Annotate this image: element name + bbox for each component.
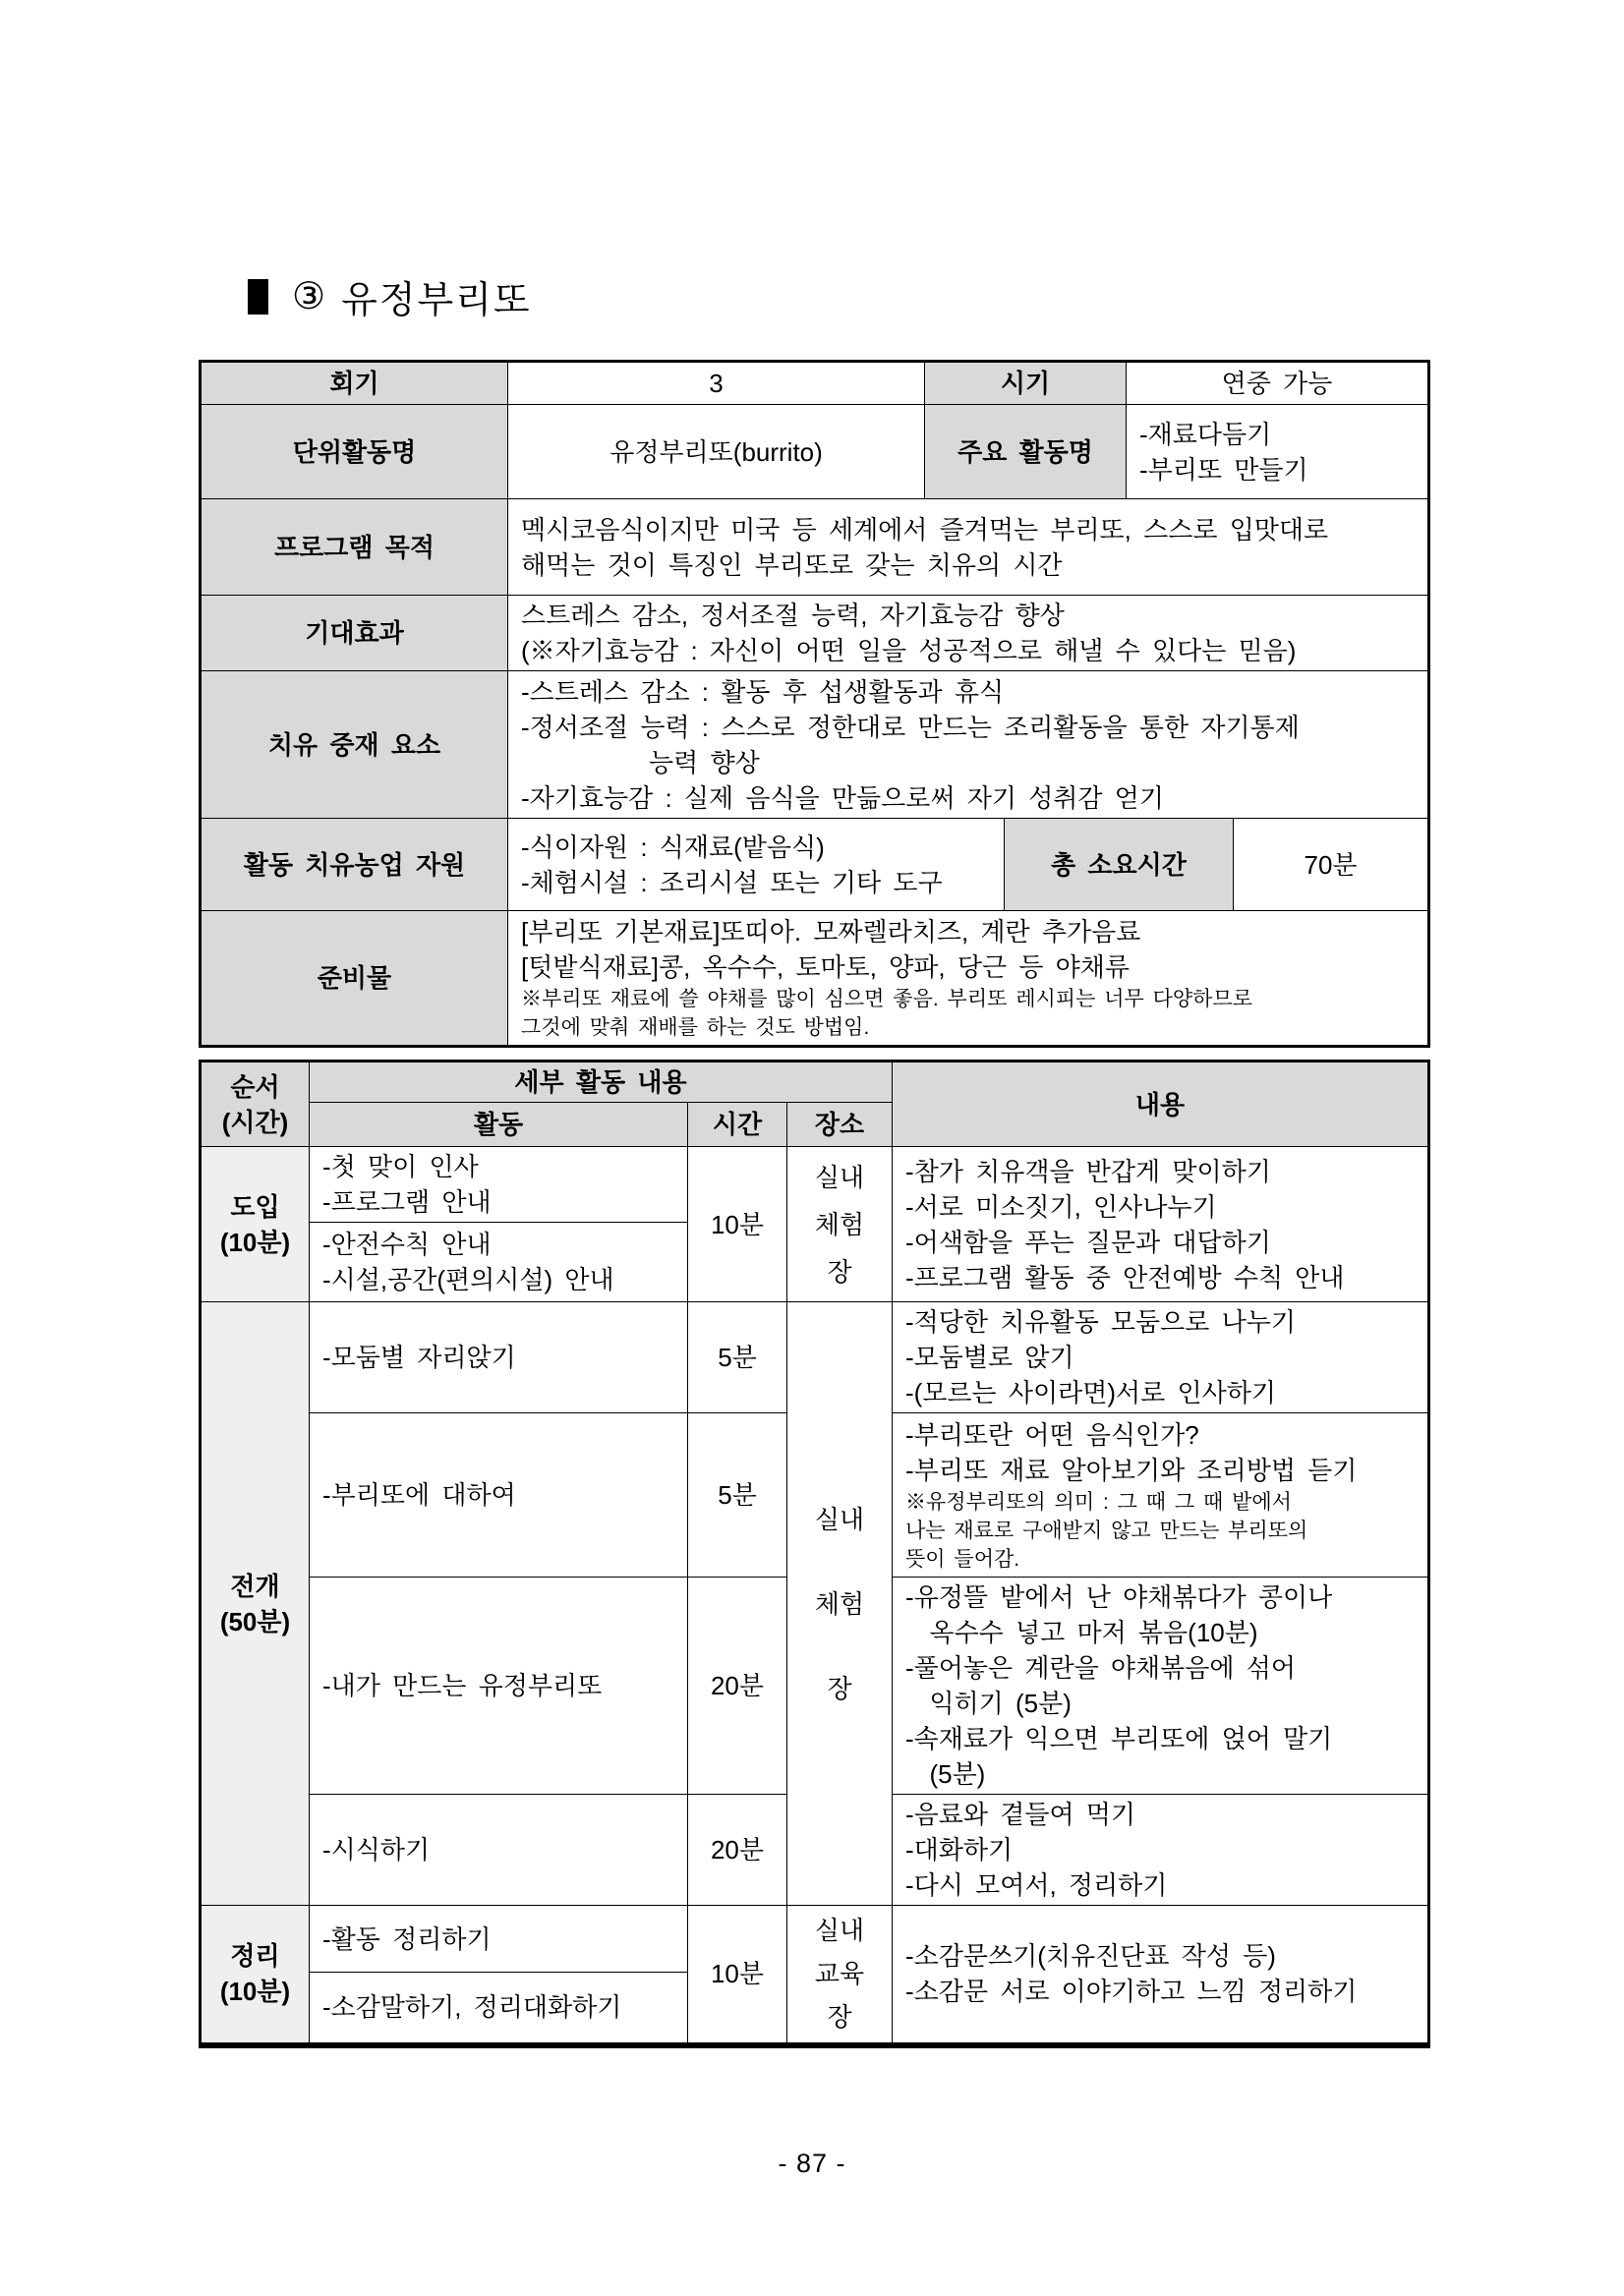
value-line: -식이자원 : 식재료(밭음식)	[521, 832, 825, 862]
duration-value-cell	[1234, 819, 1429, 911]
resource-label-cell	[201, 819, 508, 911]
content-line: -풀어놓은 계란을 야채볶음에 섞어	[905, 1653, 1296, 1683]
period-label-cell	[925, 362, 1127, 405]
duration-label-cell	[1005, 819, 1234, 911]
time-text: 5분	[718, 1480, 757, 1510]
develop-time-cell-2	[688, 1413, 787, 1578]
wrap-row-1	[201, 1906, 1429, 1973]
time-text: 10분	[710, 1959, 765, 1989]
materials-label-cell	[201, 911, 508, 1047]
header-place-cell	[787, 1103, 893, 1147]
row-resources	[201, 819, 1429, 911]
header-content-cell	[893, 1062, 1429, 1147]
activity-line: -안전수칙 안내	[322, 1230, 492, 1259]
intro-place-cell	[787, 1147, 893, 1302]
effect-label-cell	[201, 596, 508, 671]
stage-text: (50분)	[219, 1606, 291, 1636]
value-line: (※자기효능감 : 자신이 어떤 일을 성공적으로 해낼 수 있다는 믿음)	[521, 636, 1297, 665]
unit-label-cell	[201, 405, 508, 499]
develop-activity-cell-3	[310, 1578, 688, 1795]
activity-line: -프로그램 안내	[322, 1187, 492, 1217]
label-text: 치유 중재 요소	[267, 729, 441, 760]
note-line: 나는 재료로 구애받지 않고 만드는 부리또의	[905, 1519, 1308, 1542]
title-bullet-icon	[248, 279, 268, 315]
page-title	[248, 269, 532, 323]
develop-activity-cell-4	[310, 1795, 688, 1906]
content-line: -부리또란 어떤 음식인가?	[905, 1419, 1199, 1450]
content-line: -모둠별로 앉기	[905, 1343, 1074, 1372]
stage-text: 전개	[230, 1571, 280, 1601]
wrap-activity-cell-2	[310, 1973, 688, 2045]
value-line: -자기효능감 : 실제 음식을 만듦으로써 자기 성취감 얻기	[521, 782, 1164, 813]
time-text: 10분	[710, 1209, 765, 1239]
value-line: -재료다듬기	[1139, 419, 1272, 449]
time-text: 5분	[718, 1343, 757, 1372]
value-text: 연중 가능	[1221, 369, 1333, 398]
program-info-table	[199, 360, 1430, 1048]
title-text: 유정부리또	[341, 280, 532, 321]
content-line: -소감문 서로 이야기하고 느낌 정리하기	[905, 1977, 1358, 2007]
row-expected-effect	[201, 596, 1429, 671]
note-line: 그것에 맞춰 재배를 하는 것도 방법임.	[521, 1016, 870, 1039]
header-text: (시간)	[221, 1107, 289, 1137]
content-line: -참가 치유객을 반갑게 맞이하기	[905, 1156, 1271, 1186]
content-line: 익히기 (5분)	[905, 1689, 1072, 1718]
content-line: -대화하기	[905, 1835, 1014, 1865]
header-text: 장소	[814, 1110, 865, 1139]
content-line: -어색함을 푸는 질문과 대답하기	[905, 1227, 1271, 1257]
main-activity-label-cell	[925, 405, 1127, 499]
title-number: ③	[292, 276, 328, 317]
activity-line: -활동 정리하기	[322, 1923, 492, 1954]
develop-row-1	[201, 1302, 1429, 1413]
intro-activity-cell-1	[310, 1147, 688, 1223]
session-value-cell	[508, 362, 925, 405]
value-line: 해먹는 것이 특징인 부리또로 갖는 치유의 시간	[521, 549, 1063, 580]
value-line: 멕시코음식이지만 미국 등 세계에서 즐겨먹는 부리또, 스스로 입맛대로	[521, 514, 1329, 545]
value-text: 유정부리또(burrito)	[609, 436, 823, 467]
activity-schedule-table	[199, 1060, 1430, 2048]
content-line: -서로 미소짓기, 인사나누기	[905, 1191, 1217, 1222]
period-value-cell	[1127, 362, 1429, 405]
row-session	[201, 362, 1429, 405]
place-line: 교육	[814, 1959, 865, 1989]
develop-content-cell-3	[893, 1578, 1429, 1795]
develop-time-cell-3	[688, 1578, 787, 1795]
develop-time-cell-1	[688, 1302, 787, 1413]
label-text: 주요 활동명	[957, 436, 1093, 467]
purpose-value-cell	[508, 499, 1429, 596]
value-line: -정서조절 능력 : 스스로 정한대로 만드는 조리활동을 통한 자기통제	[521, 712, 1300, 742]
activity-line: -내가 만드는 유정부리또	[322, 1671, 603, 1700]
stage-text: (10분)	[219, 1977, 291, 2007]
value-line: [부리또 기본재료]또띠아. 모짜렐라치즈, 계란 추가음료	[521, 917, 1141, 947]
stage-text: 도입	[230, 1191, 280, 1222]
develop-content-cell-2	[893, 1413, 1429, 1578]
header-text: 시간	[712, 1110, 763, 1139]
develop-activity-cell-2	[310, 1413, 688, 1578]
value-line: -스트레스 감소 : 활동 후 섭생활동과 휴식	[521, 676, 1005, 707]
wrap-activity-cell-1	[310, 1906, 688, 1973]
intro-activity-cell-2	[310, 1223, 688, 1302]
place-line: 체험	[814, 1209, 865, 1239]
value-line: -체험시설 : 조리시설 또는 기타 도구	[521, 867, 943, 897]
row-mediation	[201, 671, 1429, 819]
value-line: 능력 향상	[521, 747, 760, 777]
header-detail-cell	[310, 1062, 893, 1103]
header-text: 내용	[1134, 1089, 1186, 1119]
header-text: 활동	[473, 1110, 524, 1139]
activity-line: -시식하기	[322, 1835, 431, 1865]
activity-line: -시설,공간(편의시설) 안내	[322, 1265, 614, 1294]
wrap-content-cell	[893, 1906, 1429, 2045]
label-text: 회기	[329, 369, 379, 398]
wrap-place-cell	[787, 1906, 893, 2045]
activity-line: -모둠별 자리앉기	[322, 1343, 516, 1372]
header-time-cell	[688, 1103, 787, 1147]
content-line: -소감문쓰기(치유진단표 작성 등)	[905, 1941, 1276, 1972]
develop-content-cell-4	[893, 1795, 1429, 1906]
label-text: 기대효과	[305, 618, 404, 648]
value-text: 70분	[1304, 849, 1358, 880]
header-text: 세부 활동 내용	[514, 1067, 687, 1097]
content-line: -(모르는 사이라면)서로 인사하기	[905, 1378, 1276, 1407]
place-line: 실내	[814, 1504, 865, 1534]
develop-content-cell-1	[893, 1302, 1429, 1413]
time-text: 20분	[710, 1671, 765, 1700]
develop-time-cell-4	[688, 1795, 787, 1906]
row-materials	[201, 911, 1429, 1047]
intro-content-cell	[893, 1147, 1429, 1302]
purpose-label-cell	[201, 499, 508, 596]
note-line: ※유정부리또의 의미 : 그 때 그 때 밭에서	[905, 1490, 1292, 1514]
label-text: 준비물	[317, 963, 392, 993]
develop-place-cell	[787, 1302, 893, 1906]
place-line: 실내	[814, 1916, 865, 1946]
stage-text: 정리	[230, 1941, 280, 1972]
place-line: 장	[827, 1256, 852, 1287]
intro-time-cell	[688, 1147, 787, 1302]
time-text: 20분	[710, 1835, 765, 1865]
mediation-label-cell	[201, 671, 508, 819]
unit-value-cell	[508, 405, 925, 499]
header-sequence-cell	[201, 1062, 310, 1147]
value-text: 3	[709, 369, 724, 398]
place-line: 체험	[814, 1588, 865, 1619]
wrap-time-cell	[688, 1906, 787, 2045]
activity-line: -첫 맞이 인사	[322, 1152, 479, 1181]
value-line: [텃밭식재료]콩, 옥수수, 토마토, 양파, 당근 등 야채류	[521, 952, 1131, 982]
place-line: 장	[827, 2002, 852, 2033]
header-text: 순서	[230, 1071, 280, 1102]
content-line: 옥수수 넣고 마저 볶음(10분)	[905, 1618, 1258, 1647]
content-line: -속재료가 익으면 부리또에 얹어 말기	[905, 1724, 1333, 1753]
note-line: 뜻이 들어감.	[905, 1547, 1020, 1571]
label-text: 활동 치유농업 자원	[243, 849, 466, 880]
content-line: (5분)	[905, 1759, 986, 1789]
intro-stage-cell	[201, 1147, 310, 1302]
activity-line: -소감말하기, 정리대화하기	[322, 1992, 622, 2023]
header-activity-cell	[310, 1103, 688, 1147]
value-line: -부리또 만들기	[1139, 454, 1308, 485]
session-label-cell	[201, 362, 508, 405]
content-line: -적당한 치유활동 모둠으로 나누기	[905, 1307, 1296, 1337]
content-line: -프로그램 활동 중 안전예방 수칙 안내	[905, 1262, 1345, 1292]
label-text: 프로그램 목적	[274, 532, 435, 562]
row-purpose	[201, 499, 1429, 596]
place-line: 장	[827, 1673, 852, 1703]
activity-line: -부리또에 대하여	[322, 1480, 516, 1510]
mediation-value-cell	[508, 671, 1429, 819]
content-line: -다시 모여서, 정리하기	[905, 1870, 1168, 1900]
page-number: - 87 -	[778, 2149, 846, 2178]
content-line: -유정뜰 밭에서 난 야채볶다가 콩이나	[905, 1582, 1333, 1612]
develop-stage-cell	[201, 1302, 310, 1906]
label-text: 총 소요시간	[1051, 849, 1187, 880]
place-line: 실내	[814, 1162, 865, 1192]
main-activity-value-cell	[1127, 405, 1429, 499]
intro-row-1	[201, 1147, 1429, 1223]
value-line: 스트레스 감소, 정서조절 능력, 자기효능감 향상	[521, 601, 1065, 630]
materials-value-cell	[508, 911, 1429, 1047]
stage-text: (10분)	[219, 1227, 291, 1257]
effect-value-cell	[508, 596, 1429, 671]
content-line: -부리또 재료 알아보기와 조리방법 듣기	[905, 1455, 1358, 1485]
content-line: -음료와 곁들여 먹기	[905, 1800, 1136, 1829]
row-unit-activity	[201, 405, 1429, 499]
develop-activity-cell-1	[310, 1302, 688, 1413]
resource-value-cell	[508, 819, 1005, 911]
header-row-1	[201, 1062, 1429, 1103]
note-line: ※부리또 재료에 쓸 야채를 많이 심으면 좋음. 부리또 레시피는 너무 다양하므로	[521, 988, 1253, 1010]
label-text: 시기	[1000, 369, 1051, 398]
wrap-stage-cell	[201, 1906, 310, 2045]
label-text: 단위활동명	[292, 436, 417, 467]
